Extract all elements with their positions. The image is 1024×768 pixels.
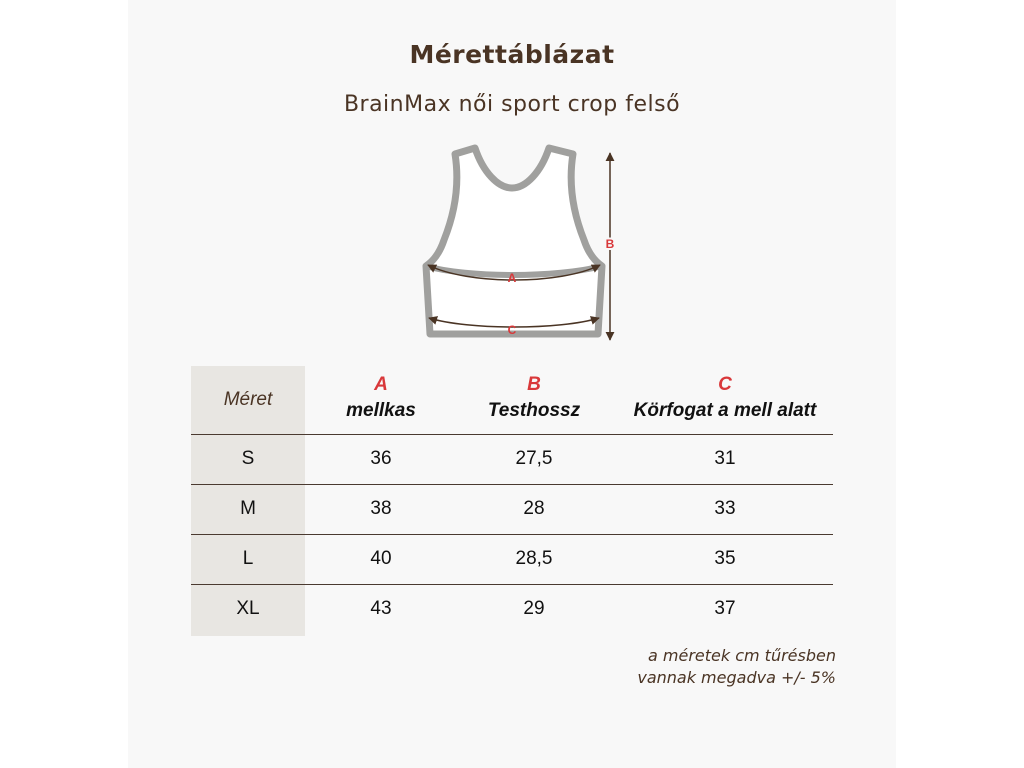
column-header-b (474, 372, 594, 424)
size-cell: S (241, 448, 255, 469)
value-b: 29 (523, 598, 545, 619)
garment-outline (426, 148, 602, 334)
size-header: Méret (223, 389, 273, 410)
table-row (191, 434, 833, 484)
column-label-c: Körfogat a mell alatt (633, 400, 817, 421)
size-cell: L (242, 548, 254, 569)
product-subtitle: BrainMax női sport crop felső (343, 92, 681, 117)
column-header-c (621, 372, 829, 424)
value-b: 28 (523, 498, 545, 519)
label-a: A (507, 271, 517, 285)
value-a: 36 (370, 448, 392, 469)
table-row (191, 584, 833, 634)
value-b: 27,5 (515, 448, 553, 469)
page-title: Mérettáblázat (409, 40, 615, 69)
table-row (191, 534, 833, 584)
value-c: 33 (714, 498, 736, 519)
tolerance-note-line2: vannak megadva +/- 5% (637, 668, 836, 687)
size-cell: XL (236, 598, 260, 619)
table-row (191, 484, 833, 534)
column-header-a (326, 372, 436, 424)
column-label-b: Testhossz (487, 400, 581, 421)
size-cell: M (240, 498, 256, 519)
value-a: 40 (370, 548, 392, 569)
value-c: 37 (714, 598, 736, 619)
label-c: C (507, 323, 517, 337)
value-c: 35 (714, 548, 736, 569)
size-chart-card (128, 0, 896, 768)
tolerance-note-line1: a méretek cm tűrésben (648, 646, 836, 665)
column-letter-b: B (527, 374, 541, 395)
crop-top-diagram (128, 0, 896, 360)
column-label-a: mellkas (346, 400, 416, 421)
value-a: 38 (370, 498, 392, 519)
label-b: B (605, 237, 615, 251)
column-letter-a: A (374, 374, 388, 395)
value-c: 31 (714, 448, 736, 469)
tolerance-note (637, 645, 836, 689)
value-b: 28,5 (515, 548, 553, 569)
column-letter-c: C (718, 374, 732, 395)
value-a: 43 (370, 598, 392, 619)
